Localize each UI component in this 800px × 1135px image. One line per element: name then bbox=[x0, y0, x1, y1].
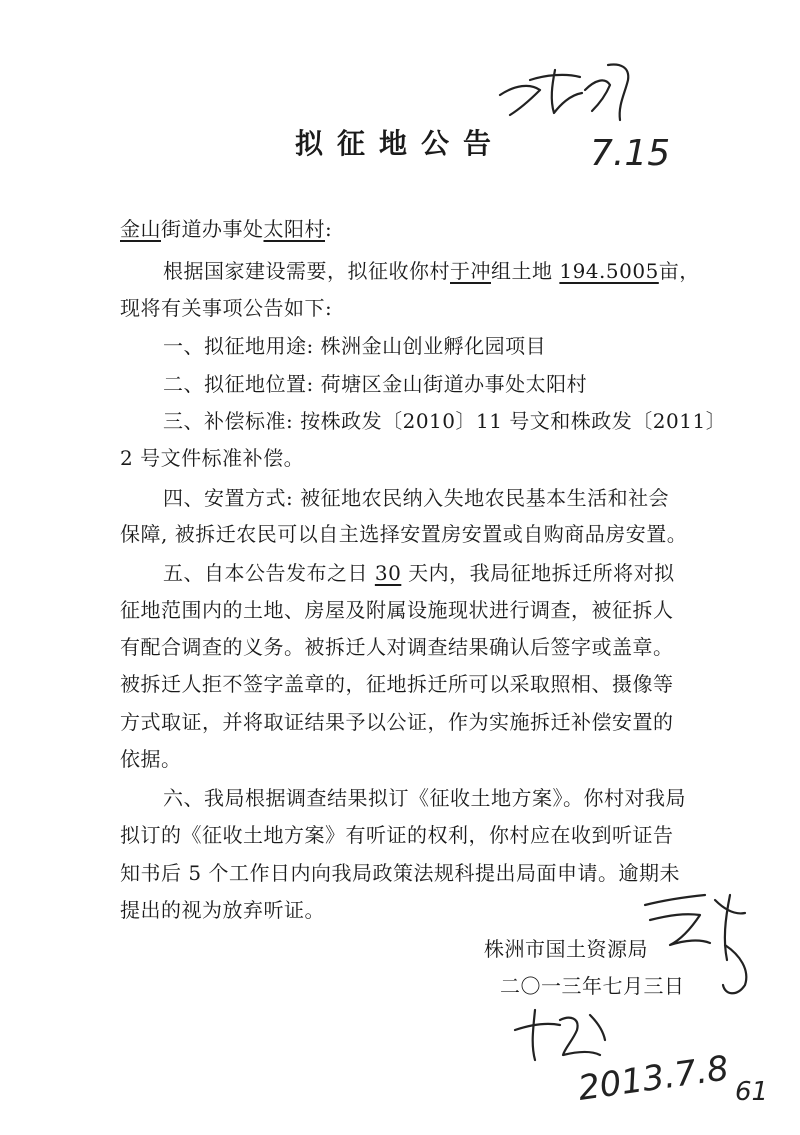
item-3-line-1: 三、补偿标准: 按株政发〔2010〕11 号文和株政发〔2011〕 bbox=[163, 409, 727, 433]
intro-line-2: 现将有关事项公告如下: bbox=[120, 296, 333, 320]
intro-line-1 bbox=[163, 255, 700, 284]
handwritten-signature-issuer bbox=[625, 885, 775, 1005]
item-5-days: 30 bbox=[374, 561, 402, 585]
item-5-line-6: 依据。 bbox=[120, 747, 182, 771]
addressee-office: 街道办事处 bbox=[161, 217, 264, 241]
item-3-line-2: 2 号文件标准补偿。 bbox=[120, 446, 305, 470]
addressee-line bbox=[120, 213, 332, 242]
intro-text-a: 根据国家建设需要，拟征收你村 bbox=[163, 259, 450, 283]
item-5-line-4: 被拆迁人拒不签字盖章的，征地拆迁所可以采取照相、摄像等 bbox=[120, 672, 674, 696]
addressee-village: 太阳村 bbox=[263, 217, 325, 241]
item-6-line-3: 知书后 5 个工作日内向我局政策法规科提出局面申请。逾期未 bbox=[120, 861, 680, 885]
item-2-location: 二、拟征地位置: 荷塘区金山街道办事处太阳村 bbox=[163, 372, 588, 396]
intro-area: 194.5005 bbox=[559, 259, 659, 283]
notice-title: 拟征地公告 bbox=[294, 127, 505, 160]
handwritten-date-bottom-text: 2013.7.8 bbox=[575, 1048, 732, 1109]
item-5-pre: 五、自本公告发布之日 bbox=[163, 561, 368, 585]
item-6-line-2: 拟订的《征收土地方案》有听证的权利，你村应在收到听证告 bbox=[120, 823, 674, 847]
item-5-line-2: 征地范围内的土地、房屋及附属设施现状进行调查，被征拆人 bbox=[120, 598, 674, 622]
issue-date: 二〇一三年七月三日 bbox=[500, 974, 685, 998]
item-5-post: 天内，我局征地拆迁所将对拟 bbox=[408, 561, 675, 585]
intro-text-c: 亩， bbox=[658, 259, 700, 283]
page-number-text: 61 bbox=[735, 1077, 769, 1107]
intro-group: 于冲 bbox=[450, 259, 491, 283]
handwritten-signature-top bbox=[470, 55, 720, 205]
addressee-town: 金山 bbox=[120, 217, 161, 241]
item-5-line-1 bbox=[163, 557, 675, 586]
handwritten-date-top: 7.15 bbox=[590, 133, 671, 174]
addressee-colon: : bbox=[325, 217, 333, 241]
item-4-line-1: 四、安置方式: 被征地农民纳入失地农民基本生活和社会 bbox=[163, 486, 670, 510]
intro-text-b: 组土地 bbox=[491, 259, 553, 283]
issuer-name: 株洲市国土资源局 bbox=[484, 937, 648, 961]
item-6-line-4: 提出的视为放弃听证。 bbox=[120, 898, 325, 922]
item-6-line-1: 六、我局根据调查结果拟订《征收土地方案》。你村对我局 bbox=[163, 786, 686, 810]
item-5-line-5: 方式取证，并将取证结果予以公证，作为实施拆迁补偿安置的 bbox=[120, 710, 674, 734]
item-5-line-3: 有配合调查的义务。被拆迁人对调查结果确认后签字或盖章。 bbox=[120, 635, 674, 659]
handwritten-page-number bbox=[730, 1065, 790, 1115]
item-1-purpose: 一、拟征地用途: 株洲金山创业孵化园项目 bbox=[163, 334, 547, 358]
item-4-line-2: 保障, 被拆迁农民可以自主选择安置房安置或自购商品房安置。 bbox=[120, 522, 688, 546]
